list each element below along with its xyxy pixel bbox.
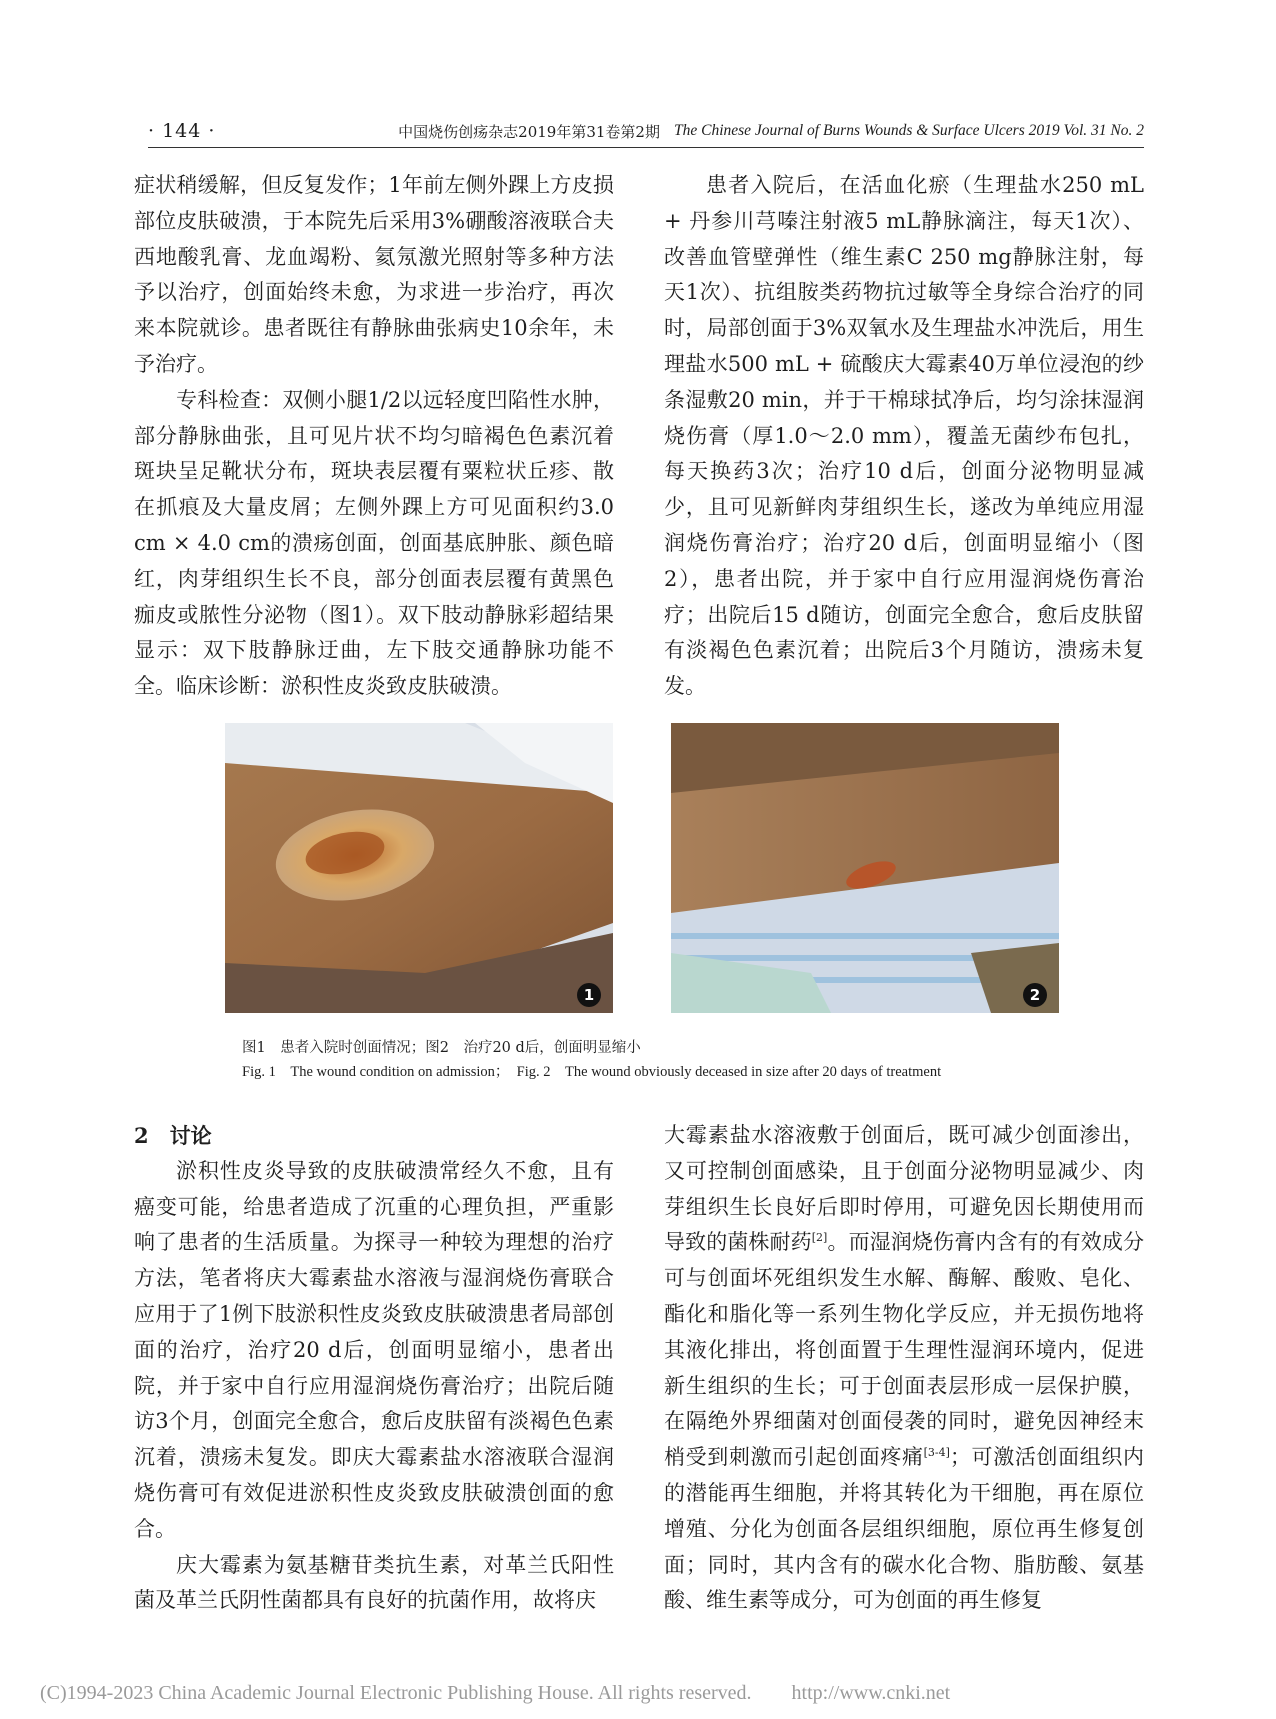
figure-caption-cn: 图1 患者入院时创面情况；图2 治疗20 d后，创面明显缩小 [242, 1040, 641, 1056]
text-segment-2: 。而湿润烧伤膏内含有的有效成分可与创面坏死组织发生水解、酶解、酸败、皂化、酯化和脂化等一系列生物化学反应，并无损伤地将其液化排出，将创面置于生理性湿润环境内，促进新生组织的生长；可于创面表层形成一层保护膜，在隔绝外界细菌对创面侵袭的同时，避免因神经末梢受到刺激而引起创面疼痛 [664, 1230, 1144, 1470]
figure-1-image [225, 723, 613, 1013]
bottom-right-column [664, 1118, 1144, 1619]
citation-ref-3-4: [3-4] [923, 1446, 950, 1460]
figure-2-photo [671, 723, 1059, 1013]
figure-caption-en: Fig. 1 The wound condition on admission； Fig. 2 The wound obviously deceased in size after 20 days of treatment [242, 1064, 942, 1080]
paragraph-history: 症状稍缓解，但反复发作；1年前左侧外踝上方皮损部位皮肤破溃，于本院先后采用3%硼酸溶液联合夫西地酸乳膏、龙血竭粉、氦氖激光照射等多种方法予以治疗，创面始终未愈，为求进一步治疗，再次来本院就诊。患者既往有静脉曲张病史10余年，未予治疗。 [134, 173, 614, 376]
journal-title-cn: 中国烧伤创疡杂志2019年第31卷第2期 [398, 122, 660, 141]
citation-ref-2: [2] [811, 1231, 828, 1245]
paragraph-treatment: 患者入院后，在活血化瘀（生理盐水250 mL + 丹参川芎嗪注射液5 mL静脉滴注，每天1次）、改善血管壁弹性（维生素C 250 mg静脉注射，每天1次）、抗组胺类药物抗过敏等全身综合治疗的同时，局部创面于3%双氧水及生理盐水冲洗后，用生理盐水500 mL + 硫酸庆大霉素40万单位浸泡的纱条湿敷20 min，并于干棉球拭净后，均匀涂抹湿润烧伤膏（厚1.0～2.0 mm），覆盖无菌纱布包扎，每天换药3次；治疗10 d后，创面分泌物明显减少，且可见新鲜肉芽组织生长，遂改为单纯应用湿润烧伤膏治疗；治疗20 d后，创面明显缩小（图2），患者出院，并于家中自行应用湿润烧伤膏治疗；出院后15 d随访，创面完全愈合，愈后皮肤留有淡褐色色素沉着；出院后3个月随访，溃疡未复发。 [664, 173, 1144, 699]
paragraph-discussion-2: 庆大霉素为氨基糖苷类抗生素，对革兰氏阳性菌及革兰氏阴性菌都具有良好的抗菌作用，故将庆 [134, 1552, 614, 1613]
bottom-left-column [134, 1118, 614, 1619]
running-header [148, 118, 1144, 144]
paragraph-discussion-1: 淤积性皮炎导致的皮肤破溃常经久不愈，且有癌变可能，给患者造成了沉重的心理负担，严重影响了患者的生活质量。为探寻一种较为理想的治疗方法，笔者将庆大霉素盐水溶液与湿润烧伤膏联合应用于了1例下肢淤积性皮炎致皮肤破溃患者局部创面的治疗，治疗20 d后，创面明显缩小，患者出院，并于家中自行应用湿润烧伤膏治疗；出院后随访3个月，创面完全愈合，愈后皮肤留有淡褐色色素沉着，溃疡未复发。即庆大霉素盐水溶液联合湿润烧伤膏可有效促进淤积性皮炎致皮肤破溃创面的愈合。 [134, 1158, 614, 1541]
figure-1-badge: 1 [577, 983, 601, 1007]
top-right-column [664, 168, 1144, 705]
paragraph-examination: 专科检查：双侧小腿1/2以远轻度凹陷性水肿，部分静脉曲张，且可见片状不均匀暗褐色色素沉着斑块呈足靴状分布，斑块表层覆有粟粒状丘疹、散在抓痕及大量皮屑；左侧外踝上方可见面积约3.0 cm × 4.0 cm的溃疡创面，创面基底肿胀、颜色暗红，肉芽组织生长不良，部分创面表层覆有黄黑色痂皮或脓性分泌物（图1）。双下肢动静脉彩超结果显示：双下肢静脉迂曲，左下肢交通静脉功能不全。临床诊断：淤积性皮炎致皮肤破溃。 [134, 387, 614, 699]
page-number: · 144 · [148, 120, 216, 142]
figure-1-photo [225, 723, 613, 1013]
figure-2-badge: 2 [1023, 983, 1047, 1007]
journal-title-en: The Chinese Journal of Burns Wounds & Surface Ulcers 2019 Vol. 31 No. 2 [673, 122, 1144, 139]
text-segment-3: ；可激活创面组织内的潜能再生细胞，并将其转化为干细胞，再在原位增殖、分化为创面各层组织细胞，原位再生修复创面；同时，其内含有的碳水化合物、脂肪酸、氨基酸、维生素等成分，可为创面的再生修复 [664, 1445, 1145, 1613]
figure-2-image [671, 723, 1059, 1013]
top-left-column [134, 168, 614, 705]
text-segment-1: 大霉素盐水溶液敷于创面后，既可减少创面渗出，又可控制创面感染，且于创面分泌物明显减少、肉芽组织生长良好后即时停用，可避免因长期使用而导致的菌株耐药 [664, 1123, 1144, 1255]
paragraph-discussion-continued [664, 1118, 1144, 1619]
header-rule [148, 147, 1144, 148]
section-heading-discussion: 2 讨论 [134, 1123, 212, 1148]
copyright-footer: (C)1994-2023 China Academic Journal Electronic Publishing House. All rights reserved. http://www.cnki.net [40, 1682, 951, 1704]
